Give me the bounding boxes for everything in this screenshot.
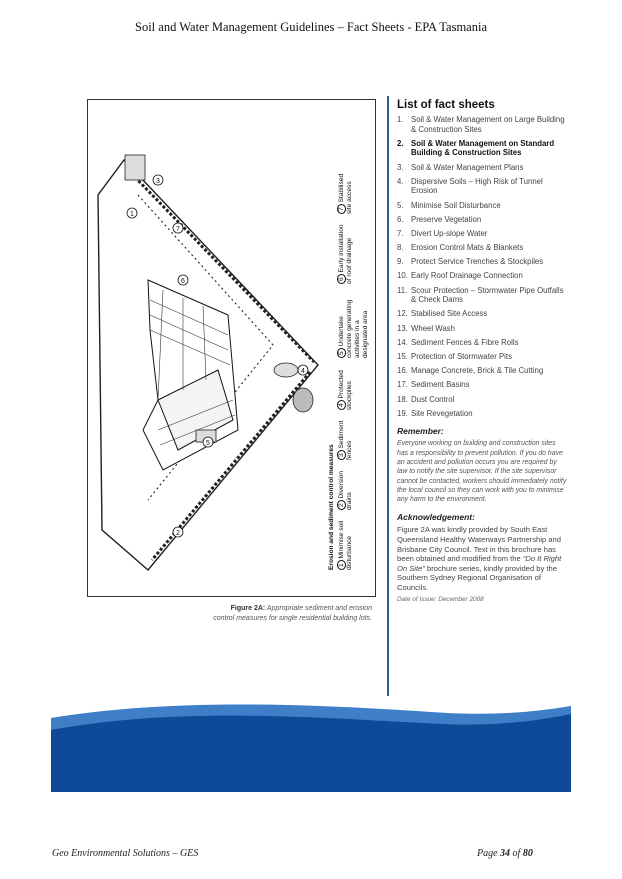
item-num: 16.	[397, 366, 408, 376]
tree	[293, 388, 313, 412]
skip-bin	[125, 155, 145, 180]
marker-1	[127, 208, 137, 218]
legend-label: Diversion drains	[338, 471, 353, 510]
item-text: Wheel Wash	[411, 323, 455, 333]
legend-item	[338, 292, 370, 358]
fact-sheet-item[interactable]	[397, 352, 567, 362]
item-text: Site Revegetation	[411, 408, 473, 418]
figure-2a	[87, 99, 376, 597]
page-header: Soil and Water Management Guidelines – Fact Sheets - EPA Tasmania	[135, 20, 487, 34]
legend-item	[338, 468, 370, 510]
page-label: Page	[477, 848, 501, 859]
fact-sheet-item[interactable]	[397, 177, 567, 196]
item-num: 9.	[397, 257, 404, 267]
acknowledgement-heading: Acknowledgement:	[397, 512, 475, 523]
item-text: Sediment Fences & Fibre Rolls	[411, 337, 519, 347]
item-num: 8.	[397, 243, 404, 253]
legend-num: 6	[337, 274, 346, 284]
fact-sheet-item[interactable]	[397, 201, 567, 211]
item-num: 18.	[397, 394, 408, 404]
ack-brochure-title: “Do It Right On Site”	[397, 554, 562, 573]
legend-num: 2	[337, 500, 346, 510]
marker-2	[173, 527, 183, 537]
item-text: Erosion Control Mats & Blankets	[411, 243, 524, 253]
caption-label: Figure 2A:	[230, 605, 266, 612]
legend-num: 5	[337, 348, 346, 358]
figure-caption	[212, 604, 372, 623]
fact-sheet-item[interactable]	[397, 229, 567, 239]
item-num: 4.	[397, 176, 404, 186]
footer-page-number	[477, 848, 533, 859]
fact-sheet-item[interactable]	[397, 257, 567, 267]
stockpile	[274, 363, 298, 377]
ack-text-part-1: Figure 2A was kindly provided by South East Queensland Healthy Waterways Partnership and Brisbane City Council. Text in this brochure has been obtained and modified from the	[397, 525, 561, 564]
marker-5	[203, 437, 213, 447]
item-text: Soil & Water Management on Standard Building & Construction Sites	[411, 138, 555, 158]
item-text: Manage Concrete, Brick & Tile Cutting	[411, 366, 544, 376]
item-num: 7.	[397, 228, 404, 238]
item-text: Soil & Water Management on Large Building & Construction Sites	[411, 115, 565, 134]
legend-label: Sediment fences	[338, 420, 353, 460]
page-current: 34	[500, 848, 511, 859]
legend-num: 1	[337, 560, 346, 570]
item-text: Minimise Soil Disturbance	[411, 200, 501, 210]
footer-company: Geo Environmental Solutions – GES	[52, 848, 199, 859]
svg-text:2: 2	[176, 530, 180, 537]
item-text: Stabilised Site Access	[411, 309, 488, 319]
item-num: 17.	[397, 380, 408, 390]
svg-text:6: 6	[181, 278, 185, 285]
ack-text-part-2: brochure series, kindly provided by the Southern Sydney Regional Organisation of Councils.	[397, 563, 557, 592]
item-num: 5.	[397, 200, 404, 210]
legend-label: Early installation of roof drainage	[338, 224, 353, 284]
svg-text:4: 4	[301, 368, 305, 375]
fact-sheet-item[interactable]	[397, 115, 567, 134]
svg-text:3: 3	[156, 178, 160, 185]
page-of: of	[510, 848, 523, 859]
item-text: Protect Service Trenches & Stockpiles	[411, 257, 544, 267]
fact-sheet-item[interactable]	[397, 324, 567, 334]
item-num: 2.	[397, 138, 404, 148]
item-text: Protection of Stormwater Pits	[411, 352, 512, 361]
item-num: 6.	[397, 214, 404, 224]
legend-label: Stabilised site access	[338, 173, 353, 214]
item-text: Scour Protection – Stormwater Pipe Outfalls & Check Dams	[411, 285, 564, 305]
fact-sheet-item[interactable]	[397, 380, 567, 390]
item-text: Soil & Water Management Plans	[411, 162, 524, 172]
marker-3	[153, 175, 163, 185]
marker-7	[173, 223, 183, 233]
item-num: 14.	[397, 337, 408, 347]
fact-sheet-list	[397, 115, 567, 418]
item-num: 13.	[397, 323, 408, 333]
page-total: 80	[522, 848, 533, 859]
item-num: 10.	[397, 271, 408, 281]
legend-item	[338, 222, 370, 284]
fact-sheet-item[interactable]	[397, 395, 567, 405]
marker-6	[178, 275, 188, 285]
fact-sheet-item[interactable]	[397, 366, 567, 376]
svg-text:5: 5	[206, 440, 210, 447]
item-text: Sediment Basins	[411, 380, 470, 390]
legend-label: Minimise soil disturbance	[338, 520, 353, 570]
item-num: 12.	[397, 309, 408, 319]
sidebar-title: List of fact sheets	[397, 99, 495, 111]
fact-sheet-item-current[interactable]	[397, 139, 567, 158]
issue-date: Date of Issue: December 2008	[397, 595, 484, 603]
item-text: Dispersive Soils – High Risk of Tunnel Erosion	[411, 176, 543, 196]
caption-text: Appropriate sediment and erosion control measures for single residential building lots.	[213, 605, 372, 622]
wave-dark	[51, 714, 571, 792]
item-text: Preserve Vegetation	[411, 214, 482, 224]
legend-num: 4	[337, 400, 346, 410]
fact-sheet-sidebar	[397, 99, 567, 603]
fact-sheet-item[interactable]	[397, 271, 567, 281]
svg-text:1: 1	[130, 211, 134, 218]
sidebar-rule	[387, 96, 389, 696]
item-num: 3.	[397, 162, 404, 172]
item-num: 1.	[397, 115, 404, 124]
item-num: 11.	[397, 285, 408, 295]
fact-sheet-item[interactable]	[397, 286, 567, 305]
item-num: 19.	[397, 408, 408, 418]
acknowledgement-text	[397, 525, 567, 592]
item-text: Divert Up-slope Water	[411, 228, 488, 238]
legend-num: 3	[337, 450, 346, 460]
figure-legend	[328, 130, 370, 570]
svg-text:7: 7	[176, 226, 180, 233]
fact-sheet-item[interactable]	[397, 215, 567, 225]
legend-label: Protected stockpiles	[338, 370, 353, 410]
fact-sheet-item[interactable]	[397, 409, 567, 419]
fact-sheet-item[interactable]	[397, 163, 567, 173]
fact-sheet-item[interactable]	[397, 309, 567, 319]
legend-item	[338, 164, 370, 214]
legend-num: 7	[337, 204, 346, 214]
remember-heading: Remember:	[397, 426, 444, 437]
legend-label: Undertake concrete generating activities in a designated area	[338, 299, 369, 358]
legend-item	[338, 518, 370, 570]
legend-item	[338, 418, 370, 460]
item-text: Early Roof Drainage Connection	[411, 271, 523, 281]
fact-sheet-item[interactable]	[397, 243, 567, 253]
legend-title: Erosion and sediment control measures	[328, 444, 335, 570]
item-text: Dust Control	[411, 394, 455, 404]
fact-sheet-item[interactable]	[397, 338, 567, 348]
legend-item	[338, 366, 370, 410]
marker-4	[298, 365, 308, 375]
item-num: 15.	[397, 352, 408, 361]
wave-banner	[51, 700, 571, 792]
remember-text: Everyone working on building and construction sites has a responsibility to prevent pollution. If you do have an accident and pollution occurs you are required by law to notify the site supervisor. If the site supervisor cannot be contacted, workers should immediately notify the local council so they can work with you to minimise any harm to the environment.	[397, 440, 567, 504]
